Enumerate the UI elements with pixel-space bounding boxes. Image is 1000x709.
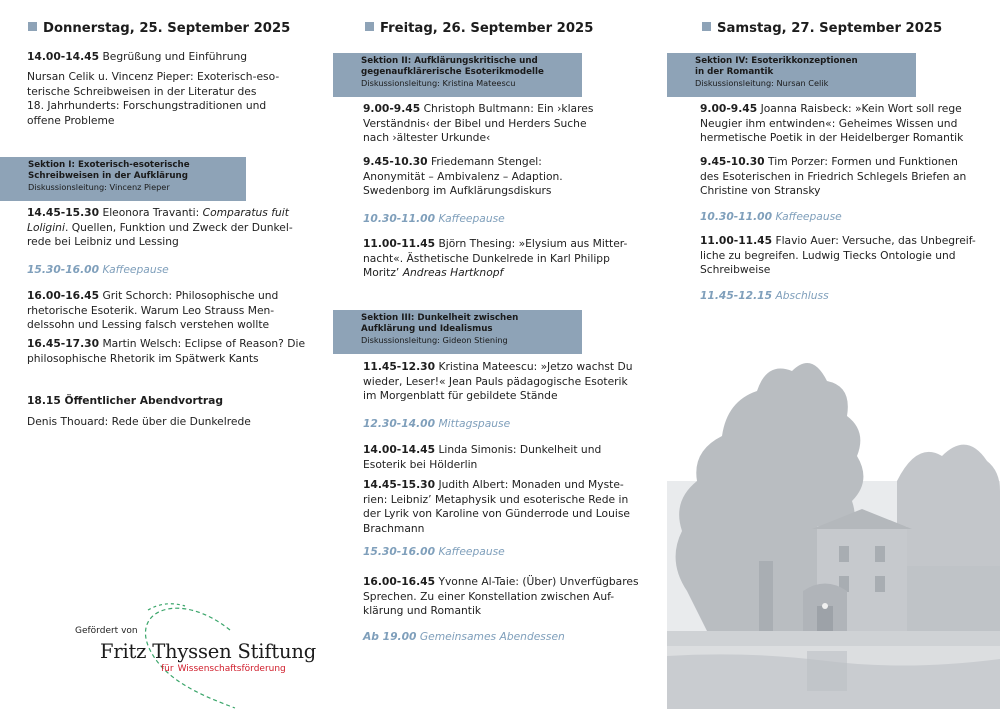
program-entry: 9.00-9.45 Joanna Raisbeck: »Kein Wort soll rege Neugier ihm entwinden«: Geheimes Wissen und hermetische Poetik in der Heidelberger Romantik bbox=[700, 102, 964, 145]
tree-trunk bbox=[759, 561, 773, 641]
program-entry: 14.45-15.30 Eleonora Travanti: Comparatus fuit Loligini. Quellen, Funktion und Zweck der Dunkel- rede bei Leibniz und Lessing bbox=[27, 206, 293, 249]
break-entry: 15.30-16.00 Kaffeepause bbox=[363, 545, 505, 558]
program-entry: 9.45-10.30 Friedemann Stengel: Anonymität – Ambivalenz – Adaption. Swedenborg im Aufklärungsdiskurs bbox=[363, 155, 563, 198]
square-bullet-icon bbox=[28, 22, 37, 31]
section-box: Sektion IV: Esoterikkonzeptionen in der Romantik Diskussionsleitung: Nursan Celik bbox=[667, 53, 916, 97]
break-entry: 10.30-11.00 Kaffeepause bbox=[700, 210, 842, 223]
day-heading: Freitag, 26. September 2025 bbox=[365, 21, 593, 36]
program-entry: 9.00-9.45 Christoph Bultmann: Ein ›klares Verständnis‹ der Bibel und Herders Suche nach ›ältester Urkunde‹ bbox=[363, 102, 594, 145]
day-heading: Donnerstag, 25. September 2025 bbox=[28, 21, 290, 36]
break-entry: 10.30-11.00 Kaffeepause bbox=[363, 212, 505, 225]
section-box: Sektion II: Aufklärungskritische und gegenaufklärerische Esoterikmodelle Diskussionsleitung: Kristina Mateescu bbox=[333, 53, 582, 97]
square-bullet-icon bbox=[702, 22, 711, 31]
break-entry: Ab 19.00 Gemeinsames Abendessen bbox=[363, 630, 565, 643]
section-box: Sektion I: Exoterisch-esoterische Schreibweisen in der Aufklärung Diskussionsleitung: Vincenz Pieper bbox=[0, 157, 246, 201]
sponsor-subtitle: für Wissenschaftsförderung bbox=[161, 664, 286, 674]
program-entry: 11.45-12.30 Kristina Mateescu: »Jetzo wachst Du wieder, Leser!« Jean Pauls pädagogische Esoterik im Morgenblatt für gebildete Stände bbox=[363, 360, 633, 403]
section-box: Sektion III: Dunkelheit zwischen Aufklärung und Idealismus Diskussionsleitung: Gideon Stiening bbox=[333, 310, 582, 354]
break-entry: 15.30-16.00 Kaffeepause bbox=[27, 263, 169, 276]
day-heading: Samstag, 27. September 2025 bbox=[702, 21, 942, 36]
evening-lecture-heading: 18.15 Öffentlicher Abendvortrag bbox=[27, 394, 223, 407]
day-column-friday bbox=[333, 0, 667, 709]
program-entry: 16.45-17.30 Martin Welsch: Eclipse of Reason? Die philosophische Rhetorik im Spätwerk Kants bbox=[27, 337, 306, 365]
program-entry: 14.45-15.30 Judith Albert: Monaden und Myste- rien: Leibniz’ Metaphysik und esoterische Rede in der Lyrik von Karoline von Günderrode und Louise Brachmann bbox=[363, 478, 630, 535]
program-entry: 16.00-16.45 Grit Schorch: Philosophische und rhetorische Esoterik. Warum Leo Strauss Men- delssohn und Lessing falsch verstehen wollte bbox=[27, 289, 279, 332]
program-entry: 16.00-16.45 Yvonne Al-Taie: (Über) Unverfügbares Sprechen. Zu einer Konstellation zwischen Auf- klärung und Romantik bbox=[363, 575, 639, 618]
program-entry: Nursan Celik u. Vincenz Pieper: Exoterisch-eso- terische Schreibweisen in der Literatur des 18. Jahrhunderts: Forschungstraditionen und offene Probleme bbox=[27, 70, 280, 127]
program-entry: Denis Thouard: Rede über die Dunkelrede bbox=[27, 415, 251, 428]
program-entry: 9.45-10.30 Tim Porzer: Formen und Funktionen des Esoterischen in Friedrich Schlegels Briefen an Christine von Stransky bbox=[700, 155, 967, 198]
square-bullet-icon bbox=[365, 22, 374, 31]
sponsor-block bbox=[70, 600, 340, 709]
program-entry: 11.00-11.45 Björn Thesing: »Elysium aus Mitter- nacht«. Ästhetische Dunkelrede in Karl Philipp Moritz’ Andreas Hartknopf bbox=[363, 237, 628, 280]
program-entry: 11.00-11.45 Flavio Auer: Versuche, das Unbegreif- liche zu begreifen. Ludwig Tiecks Ontologie und Schreibweise bbox=[700, 234, 976, 277]
sponsor-label: Gefördert von bbox=[75, 626, 138, 636]
lamp-icon bbox=[822, 603, 828, 609]
sponsor-name: Fritz Thyssen Stiftung bbox=[100, 640, 316, 663]
break-entry: 12.30-14.00 Mittagspause bbox=[363, 417, 511, 430]
program-entry: 14.00-14.45 Linda Simonis: Dunkelheit und Esoterik bei Hölderlin bbox=[363, 443, 602, 471]
break-entry: 11.45-12.15 Abschluss bbox=[700, 289, 829, 302]
venue-photo bbox=[667, 331, 1000, 709]
program-entry: 14.00-14.45 Begrüßung und Einführung bbox=[27, 50, 248, 63]
